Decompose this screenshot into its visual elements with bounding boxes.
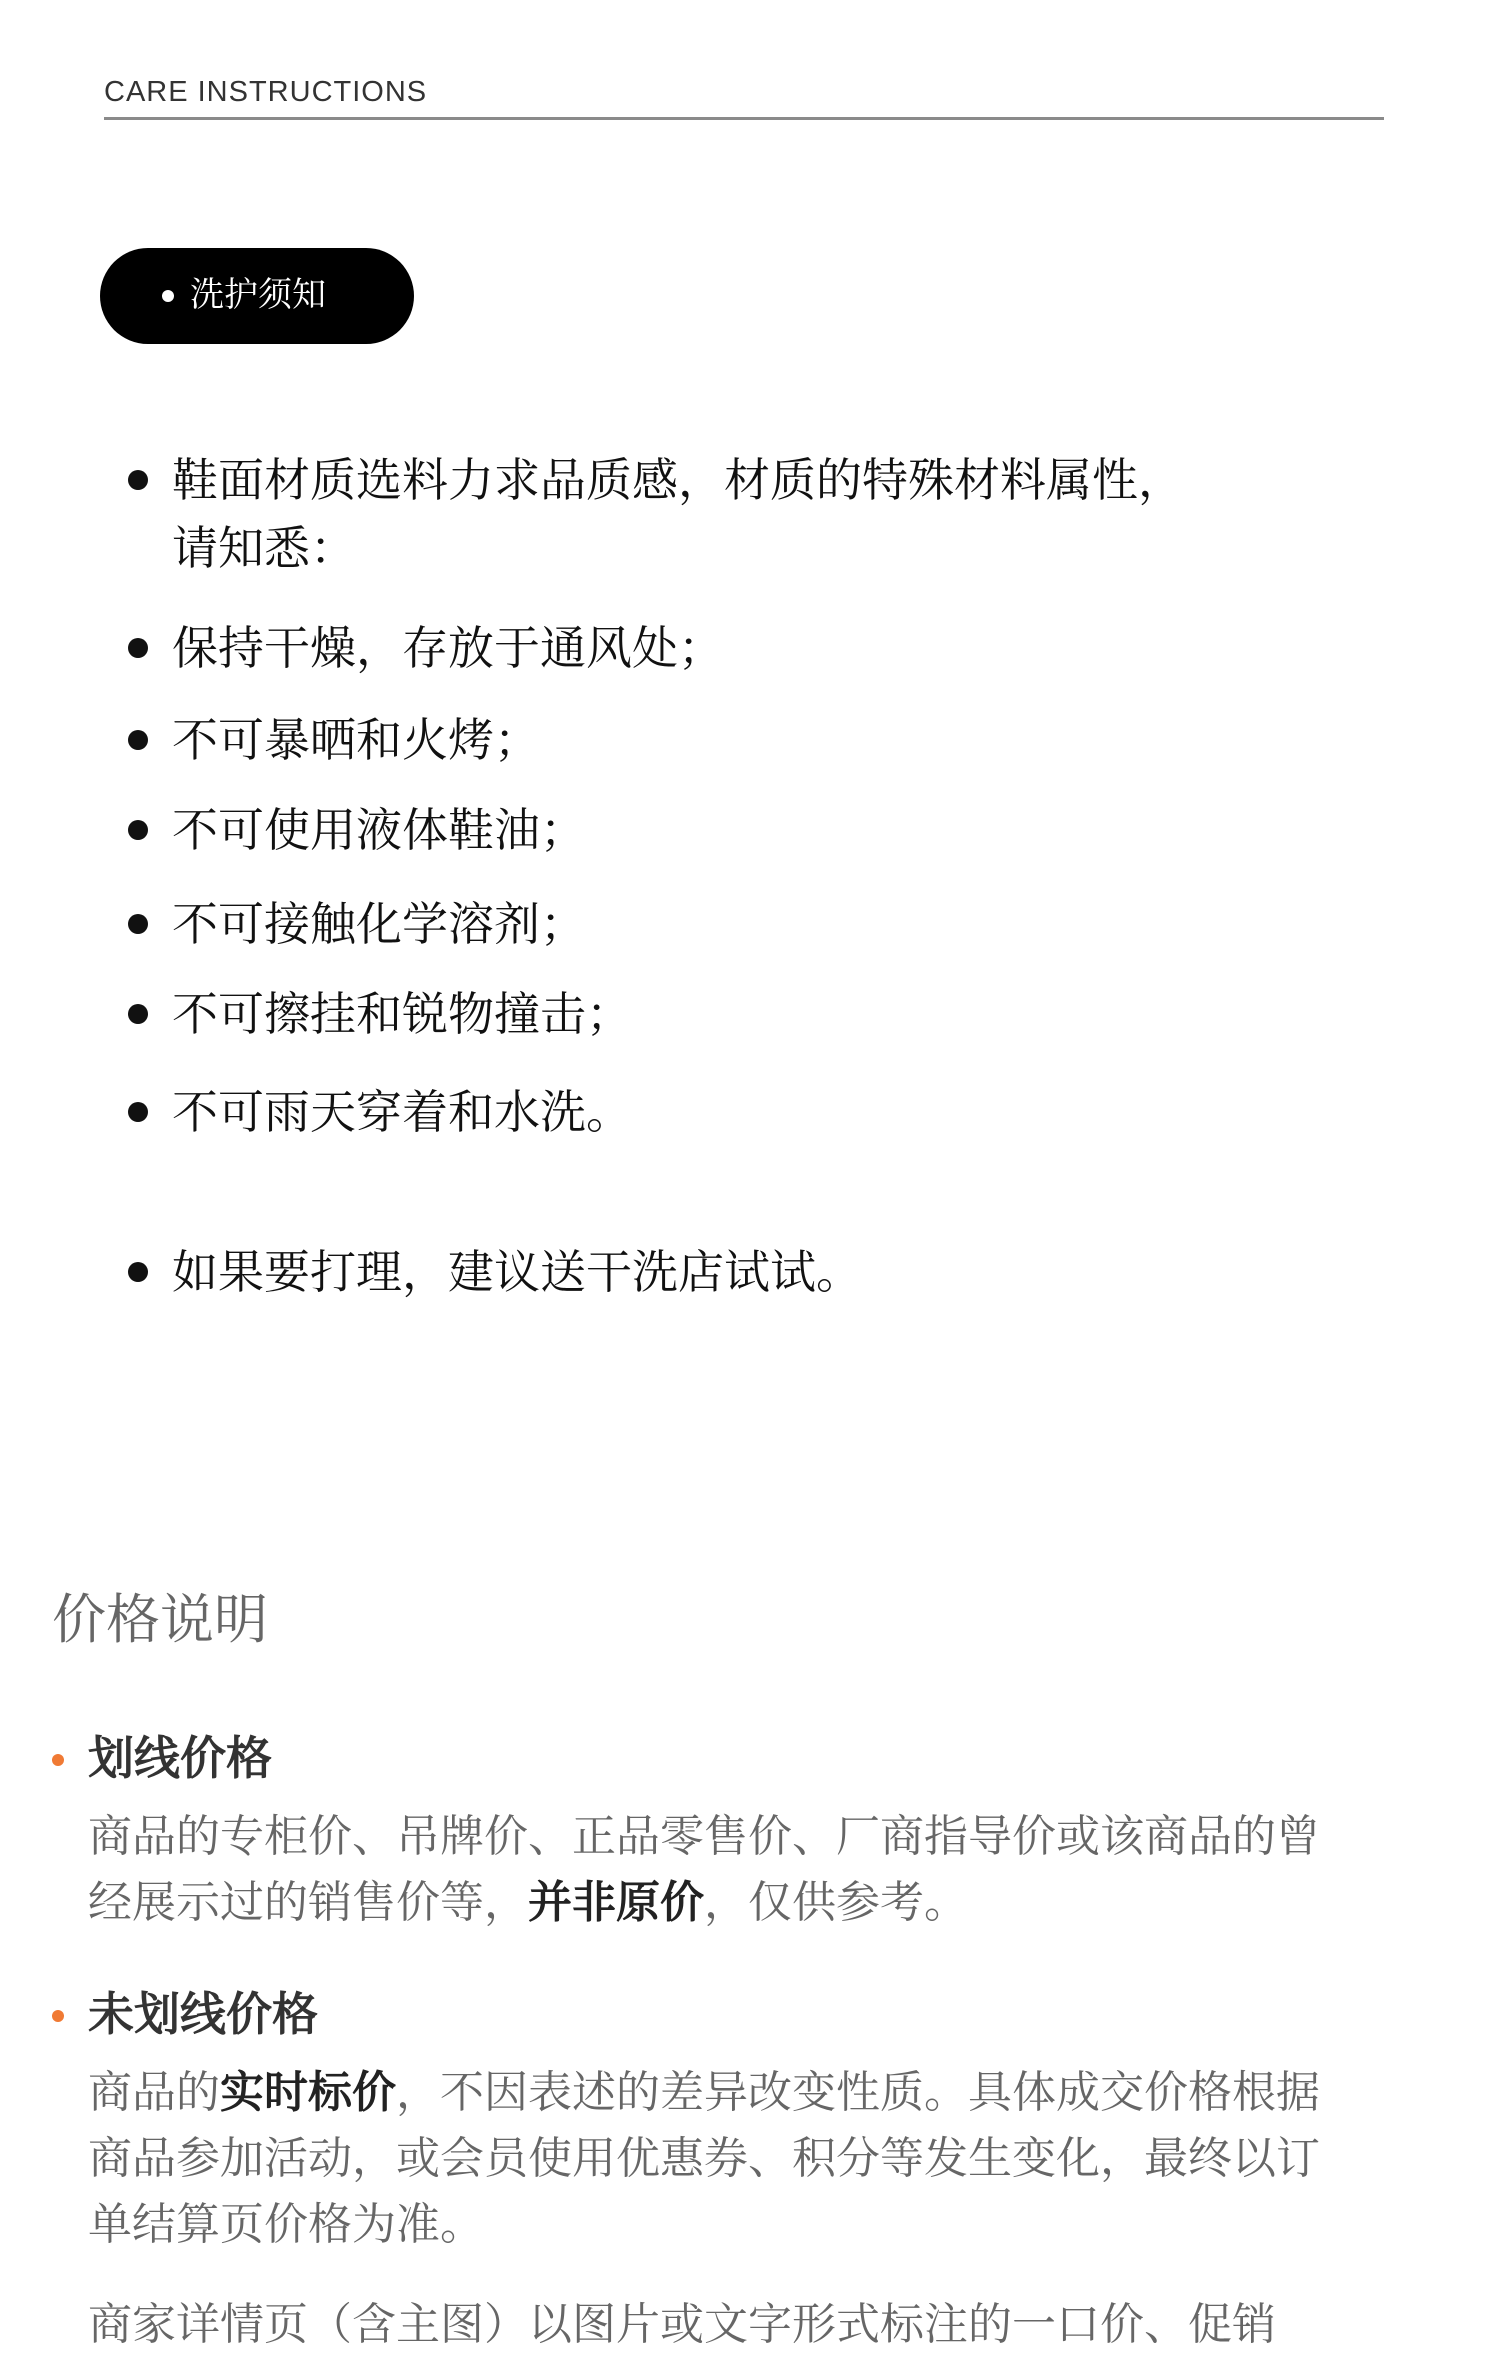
care-item-text: 保持干燥，存放于通风处； — [172, 621, 724, 675]
care-instructions-title: CARE INSTRUCTIONS — [104, 76, 428, 108]
price-section-title: 价格说明 — [52, 1588, 268, 1651]
price-description — [88, 2060, 1468, 2258]
price-description-line: 商品的专柜价、吊牌价、正品零售价、厂商指导价或该商品的曾 — [88, 1811, 1320, 1862]
bullet-icon — [128, 638, 148, 658]
text-segment: 经展示过的销售价等， — [88, 1877, 528, 1928]
bullet-icon — [128, 1004, 148, 1024]
price-description-line — [88, 2060, 1468, 2126]
care-item-text: 鞋面材质选料力求品质感，材质的特殊材料属性， — [172, 453, 1184, 507]
orange-bullet-icon — [52, 2010, 64, 2022]
care-item-text: 不可暴晒和火烤； — [172, 713, 540, 767]
price-description — [88, 1804, 1468, 1936]
text-segment: ，仅供参考。 — [704, 1877, 968, 1928]
care-item-text: 如果要打理，建议送干洗店试试。 — [172, 1245, 862, 1299]
price-description-line: 单结算页价格为准。 — [88, 2199, 484, 2250]
bullet-icon — [128, 1102, 148, 1122]
text-segment: ，不因表述的差异改变性质。具体成交价格根据 — [396, 2067, 1320, 2118]
bullet-icon — [128, 820, 148, 840]
bullet-icon — [128, 1262, 148, 1282]
care-notice-pill — [100, 248, 414, 344]
care-instructions-header — [104, 76, 1384, 120]
pill-label: 洗护须知 — [190, 275, 326, 315]
care-item-text-continued: 请知悉： — [172, 521, 356, 575]
bullet-icon — [128, 730, 148, 750]
care-item-text: 不可使用液体鞋油； — [172, 803, 586, 857]
orange-bullet-icon — [52, 1754, 64, 1766]
care-item-text: 不可接触化学溶剂； — [172, 897, 586, 951]
price-description-line: 商品参加活动，或会员使用优惠券、积分等发生变化，最终以订 — [88, 2133, 1320, 2184]
text-segment: 商品的 — [88, 2067, 220, 2118]
cut-off-text: 商家详情页（含主图）以图片或文字形式标注的一口价、促销 — [88, 2299, 1276, 2350]
price-subtitle: 划线价格 — [88, 1731, 272, 1785]
bullet-icon — [128, 470, 148, 490]
bold-segment: 实时标价 — [220, 2067, 396, 2118]
bullet-icon — [128, 914, 148, 934]
pill-bullet-icon — [162, 290, 174, 302]
care-item-text: 不可雨天穿着和水洗。 — [172, 1085, 632, 1139]
price-subtitle: 未划线价格 — [88, 1987, 318, 2041]
care-item-text: 不可擦挂和锐物撞击； — [172, 987, 632, 1041]
bold-segment: 并非原价 — [528, 1877, 704, 1928]
price-description-line — [88, 1870, 1468, 1936]
